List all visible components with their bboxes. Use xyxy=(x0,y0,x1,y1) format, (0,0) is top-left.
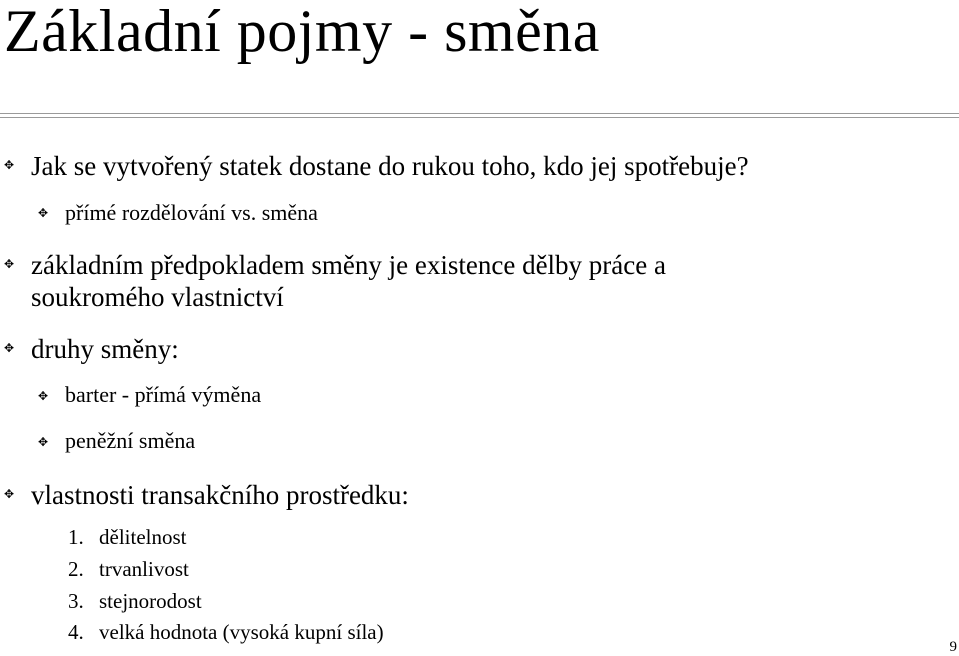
list-item: peněžní směna xyxy=(65,428,196,453)
bullet-icon: ✥ xyxy=(38,206,49,220)
bullet-icon: ✥ xyxy=(4,341,15,355)
list-item: druhy směny: xyxy=(31,334,179,364)
numbered-item-number: 4. xyxy=(68,620,84,644)
numbered-item-text: stejnorodost xyxy=(99,589,202,613)
title-divider-bottom xyxy=(0,117,959,118)
list-item: vlastnosti transakčního prostředku: xyxy=(31,480,409,510)
numbered-item-number: 3. xyxy=(68,589,84,613)
list-item: přímé rozdělování vs. směna xyxy=(65,200,318,225)
list-item-continuation: soukromého vlastnictví xyxy=(31,282,284,312)
bullet-icon: ✥ xyxy=(38,389,49,403)
slide-title: Základní pojmy - směna xyxy=(4,0,600,64)
numbered-item-text: trvanlivost xyxy=(99,557,189,581)
bullet-icon: ✥ xyxy=(4,487,15,501)
numbered-item-number: 1. xyxy=(68,525,84,549)
page-number: 9 xyxy=(949,639,957,655)
list-item: barter - přímá výměna xyxy=(65,382,262,407)
list-item: základním předpokladem směny je existence dělby práce a xyxy=(31,250,666,280)
numbered-item-text: velká hodnota (vysoká kupní síla) xyxy=(99,620,384,644)
bullet-icon: ✥ xyxy=(4,257,15,271)
list-item: Jak se vytvořený statek dostane do rukou toho, kdo jej spotřebuje? xyxy=(31,151,749,181)
numbered-item-text: dělitelnost xyxy=(99,525,187,549)
bullet-icon: ✥ xyxy=(4,158,15,172)
numbered-item-number: 2. xyxy=(68,557,84,581)
bullet-icon: ✥ xyxy=(38,435,49,449)
title-divider-top xyxy=(0,113,959,114)
